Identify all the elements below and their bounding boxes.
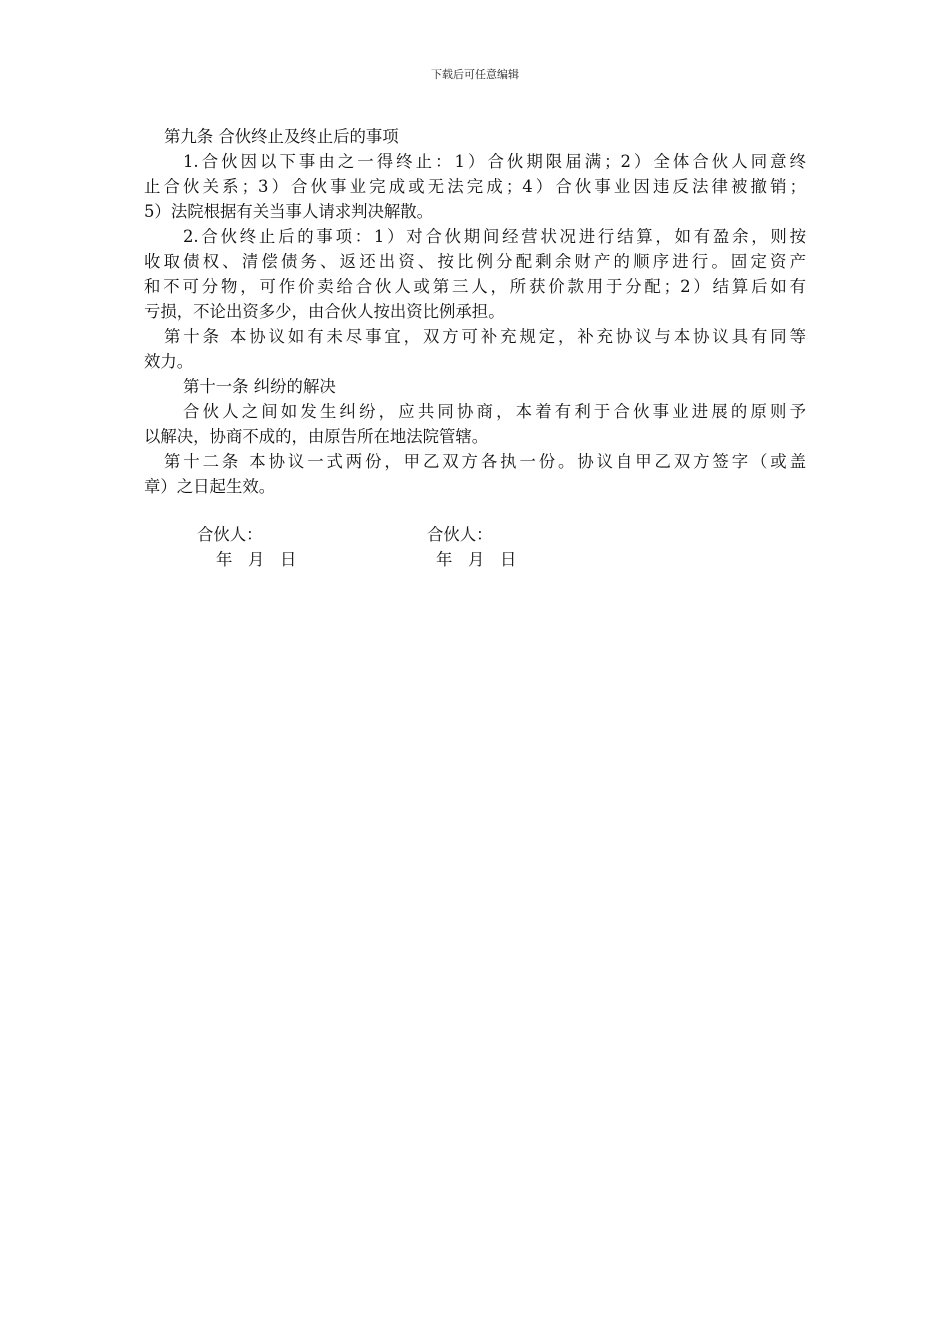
article-9-paragraph-1-line-3: 5）法院根据有关当事人请求判决解散。 bbox=[144, 202, 434, 221]
article-11-title: 第十一条 纠纷的解决 bbox=[183, 377, 336, 396]
article-12-line-1: 第十二条 本协议一式两份，甲乙双方各执一份。协议自甲乙双方签字（或盖 bbox=[164, 452, 806, 471]
party-a-signature-label: 合伙人： bbox=[197, 525, 263, 544]
article-10-line-2: 效力。 bbox=[144, 352, 194, 371]
article-12-line-2: 章）之日起生效。 bbox=[144, 477, 276, 496]
document-body bbox=[144, 124, 806, 499]
article-9-paragraph-2-line-4: 亏损，不论出资多少，由合伙人按出资比例承担。 bbox=[144, 302, 505, 321]
article-10-line-1: 第十条 本协议如有未尽事宜，双方可补充规定，补充协议与本协议具有同等 bbox=[164, 327, 806, 346]
article-9-paragraph-1-line-2: 止合伙关系；3）合伙事业完成或无法完成；4）合伙事业因违反法律被撤销； bbox=[144, 177, 806, 196]
article-11-body-line-1: 合伙人之间如发生纠纷，应共同协商，本着有利于合伙事业进展的原则予 bbox=[183, 402, 806, 421]
article-9-paragraph-1-line-1: 1.合伙因以下事由之一得终止：1）合伙期限届满；2）全体合伙人同意终 bbox=[183, 152, 806, 171]
party-b-signature-label: 合伙人： bbox=[427, 525, 493, 544]
article-9-title: 第九条 合伙终止及终止后的事项 bbox=[164, 127, 399, 146]
article-9-paragraph-2-line-1: 2.合伙终止后的事项：1）对合伙期间经营状况进行结算，如有盈余，则按 bbox=[183, 227, 806, 246]
page-header: 下载后可任意编辑 bbox=[431, 68, 519, 81]
article-9-paragraph-2-line-3: 和不可分物，可作价卖给合伙人或第三人，所获价款用于分配；2）结算后如有 bbox=[144, 277, 806, 296]
article-11-body-line-2: 以解决，协商不成的，由原告所在地法院管辖。 bbox=[144, 427, 489, 446]
article-9-paragraph-2-line-2: 收取债权、清偿债务、返还出资、按比例分配剩余财产的顺序进行。固定资产 bbox=[144, 252, 806, 271]
party-b-date: 年 月 日 bbox=[436, 550, 517, 569]
party-a-date: 年 月 日 bbox=[216, 550, 297, 569]
